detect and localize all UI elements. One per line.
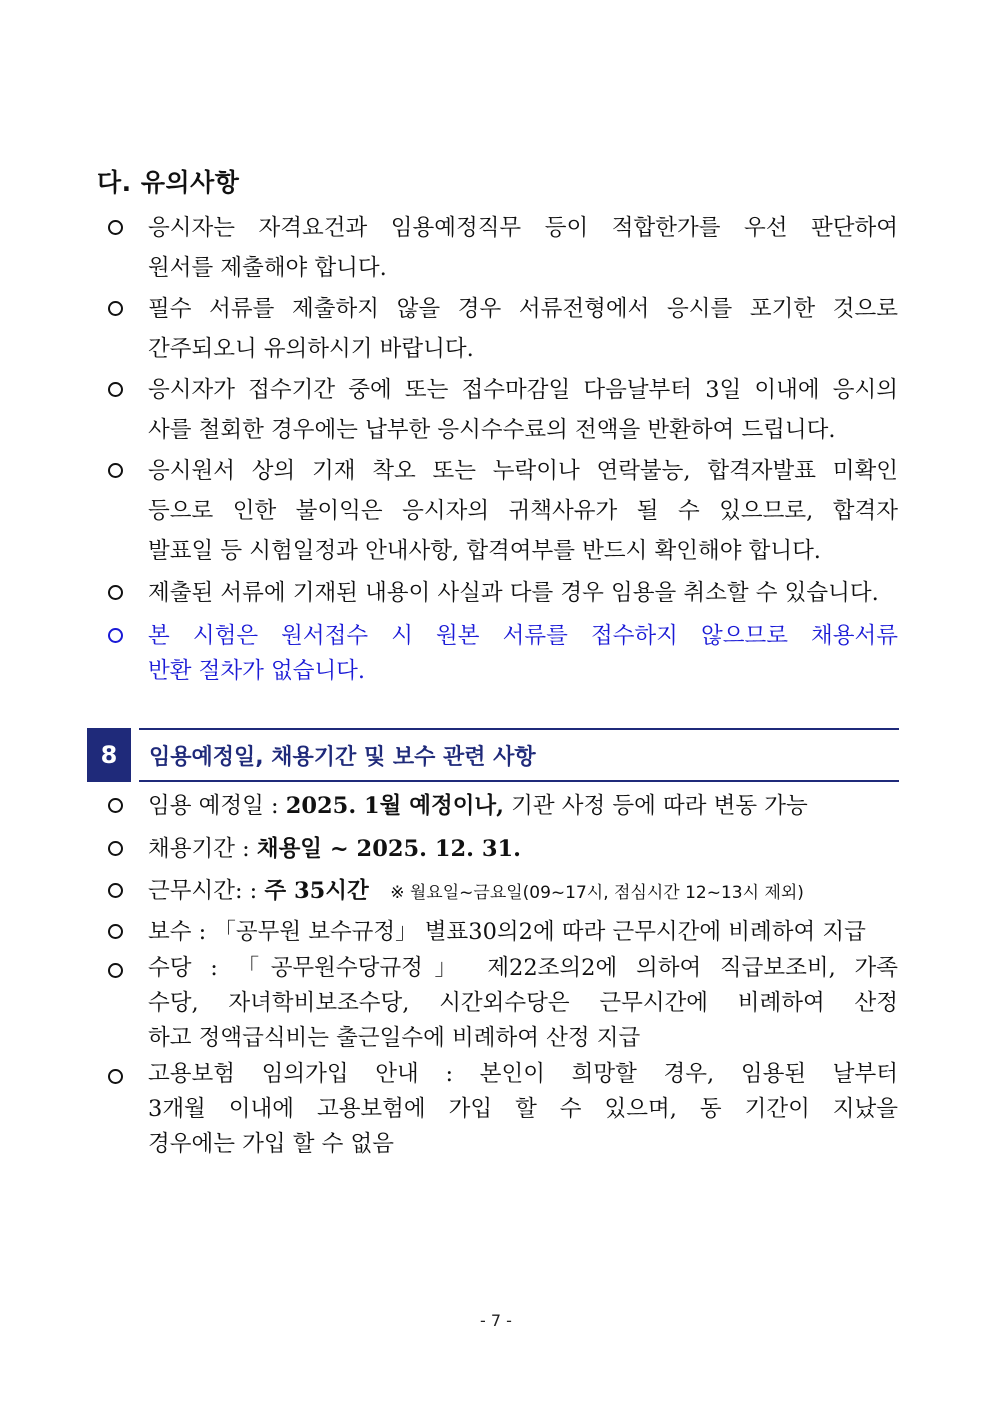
item-value: 채용일 ~ 2025. 12. 31. <box>256 836 521 862</box>
section-heading: 다. 유의사항 <box>97 168 240 197</box>
item-line: 하고 정액급식비는 출근일수에 비례하여 산정 지급 <box>148 1025 641 1051</box>
employment-item <box>108 829 898 869</box>
notice-line: 응시자가 접수기간 중에 또는 접수마감일 다음날부터 3일 이내에 응시의 <box>148 377 898 403</box>
section-number: 8 <box>87 728 131 782</box>
item-note: ※ 월요일~금요일(09~17시, 점심시간 12~13시 제외) <box>390 883 804 903</box>
item-value: 주 35시간 <box>264 878 369 904</box>
employment-item <box>108 1057 898 1162</box>
notice-item <box>108 370 898 450</box>
page-number: - 7 - <box>480 1311 512 1330</box>
item-text: 기관 사정 등에 따라 변동 가능 <box>504 793 808 819</box>
circle-bullet-icon <box>108 798 123 813</box>
notice-item <box>108 289 898 369</box>
item-value: 2025. 1월 예정이나, <box>285 793 505 819</box>
notice-line: 응시원서 상의 기재 착오 또는 누락이나 연락불능, 합격자발표 미확인 <box>148 458 898 484</box>
circle-bullet-icon <box>108 220 123 235</box>
circle-bullet-icon <box>108 628 123 643</box>
circle-bullet-icon <box>108 382 123 397</box>
notice-line: 반환 절차가 없습니다. <box>148 658 366 684</box>
employment-item <box>108 871 898 913</box>
notice-line: 제출된 서류에 기재된 내용이 사실과 다를 경우 임용을 취소할 수 있습니다. <box>148 580 879 606</box>
notice-item <box>108 208 898 288</box>
circle-bullet-icon <box>108 463 123 478</box>
notice-line: 발표일 등 시험일정과 안내사항, 합격여부를 반드시 확인해야 합니다. <box>148 538 821 564</box>
notice-item <box>108 451 898 571</box>
item-line: 3개월 이내에 고용보험에 가입 할 수 있으며, 동 기간이 지났을 <box>148 1096 898 1122</box>
notice-item <box>108 573 898 613</box>
circle-bullet-icon <box>108 301 123 316</box>
notice-line: 등으로 인한 불이익은 응시자의 귀책사유가 될 수 있으므로, 합격자 <box>148 498 898 524</box>
section-title: 임용예정일, 채용기간 및 보수 관련 사항 <box>149 744 536 770</box>
circle-bullet-icon <box>108 1069 123 1084</box>
item-label: 임용 예정일 : <box>148 793 286 819</box>
notice-line: 간주되오니 유의하시기 바랍니다. <box>148 336 474 362</box>
notice-line: 원서를 제출해야 합니다. <box>148 255 387 281</box>
employment-item <box>108 912 898 952</box>
item-label: 근무시간: : <box>148 878 265 904</box>
circle-bullet-icon <box>108 924 123 939</box>
item-line: 경우에는 가입 할 수 없음 <box>148 1131 394 1157</box>
notice-line: 필수 서류를 제출하지 않을 경우 서류전형에서 응시를 포기한 것으로 <box>148 296 898 322</box>
circle-bullet-icon <box>108 883 123 898</box>
employment-item <box>108 951 898 1056</box>
circle-bullet-icon <box>108 963 123 978</box>
notice-line: 응시자는 자격요건과 임용예정직무 등이 적합한가를 우선 판단하여 <box>148 215 898 241</box>
item-line: 수당, 자녀학비보조수당, 시간외수당은 근무시간에 비례하여 산정 <box>148 990 898 1016</box>
circle-bullet-icon <box>108 585 123 600</box>
employment-item <box>108 786 898 826</box>
section-header <box>87 728 899 782</box>
item-label: 채용기간 : <box>148 836 257 862</box>
circle-bullet-icon <box>108 841 123 856</box>
notice-line: 사를 철회한 경우에는 납부한 응시수수료의 전액을 반환하여 드립니다. <box>148 417 836 443</box>
notice-line: 본 시험은 원서접수 시 원본 서류를 접수하지 않으므로 채용서류 <box>148 623 898 649</box>
item-line: 수당 : 「공무원수당규정」 제22조의2에 의하여 직급보조비, 가족 <box>148 955 898 981</box>
notice-item-highlighted <box>108 616 898 691</box>
item-text: 보수 : 「공무원 보수규정」 별표30의2에 따라 근무시간에 비례하여 지급 <box>148 919 866 945</box>
item-line: 고용보험 임의가입 안내 : 본인이 희망할 경우, 임용된 날부터 <box>148 1061 898 1087</box>
